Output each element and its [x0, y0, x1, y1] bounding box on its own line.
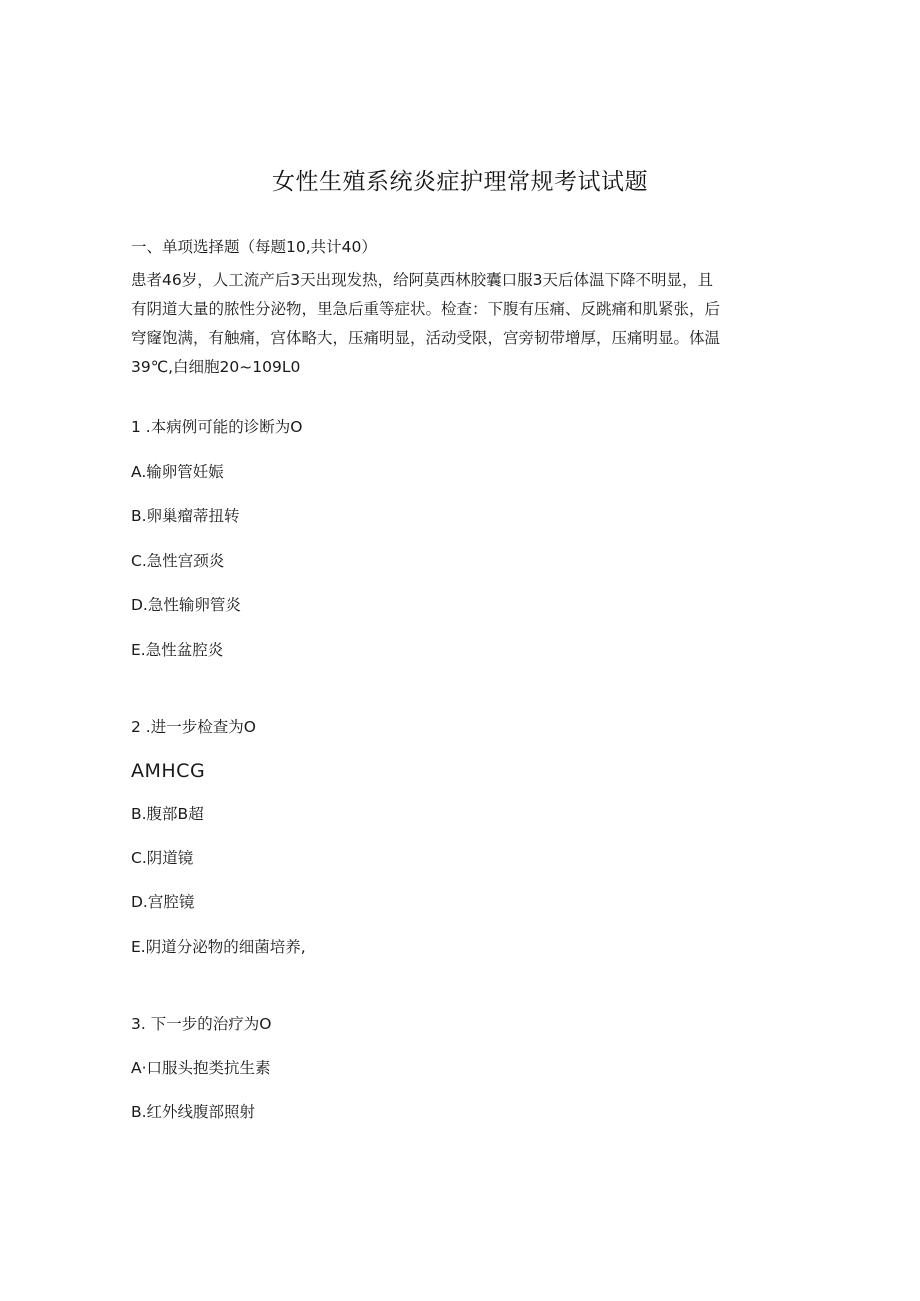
question-1-option-e: E.急性盆腔炎: [131, 641, 224, 659]
question-2-option-a: AMHCG: [131, 760, 206, 782]
question-2-stem: 2 .进一步检查为O: [131, 718, 256, 736]
case-line: 穹窿饱满，有触痛，宫体略大，压痛明显，活动受限，宫旁韧带增厚，压痛明显。体温: [131, 329, 721, 347]
question-2-option-e: E.阴道分泌物的细菌培养,: [131, 938, 306, 956]
case-line: 39℃,白细胞20~109L0: [131, 358, 301, 376]
case-line: 患者46岁，人工流产后3天出现发热，给阿莫西林胶囊口服3天后体温下降不明显，且: [131, 271, 713, 289]
case-line: 有阴道大量的脓性分泌物，里急后重等症状。检查：下腹有压痛、反跳痛和肌紧张，后: [131, 300, 721, 318]
question-1-option-a: A.输卵管妊娠: [131, 463, 224, 481]
question-2-option-c: C.阴道镜: [131, 849, 194, 867]
question-3-option-a: A·口服头抱类抗生素: [131, 1059, 271, 1077]
question-1-option-d: D.急性输卵管炎: [131, 596, 241, 614]
question-3-stem: 3. 下一步的治疗为O: [131, 1015, 272, 1033]
section-heading: 一、单项选择题（每题10,共计40）: [131, 238, 377, 256]
question-2-option-b: B.腹部B超: [131, 805, 204, 823]
question-3-option-b: B.红外线腹部照射: [131, 1103, 256, 1121]
question-1-stem: 1 .本病例可能的诊断为O: [131, 418, 303, 436]
question-1-option-c: C.急性宫颈炎: [131, 552, 225, 570]
page-title: 女性生殖系统炎症护理常规考试试题: [272, 169, 648, 195]
question-2-option-d: D.宫腔镜: [131, 893, 195, 911]
question-1-option-b: B.卵巢瘤蒂扭转: [131, 507, 240, 525]
case-description: [131, 266, 781, 382]
